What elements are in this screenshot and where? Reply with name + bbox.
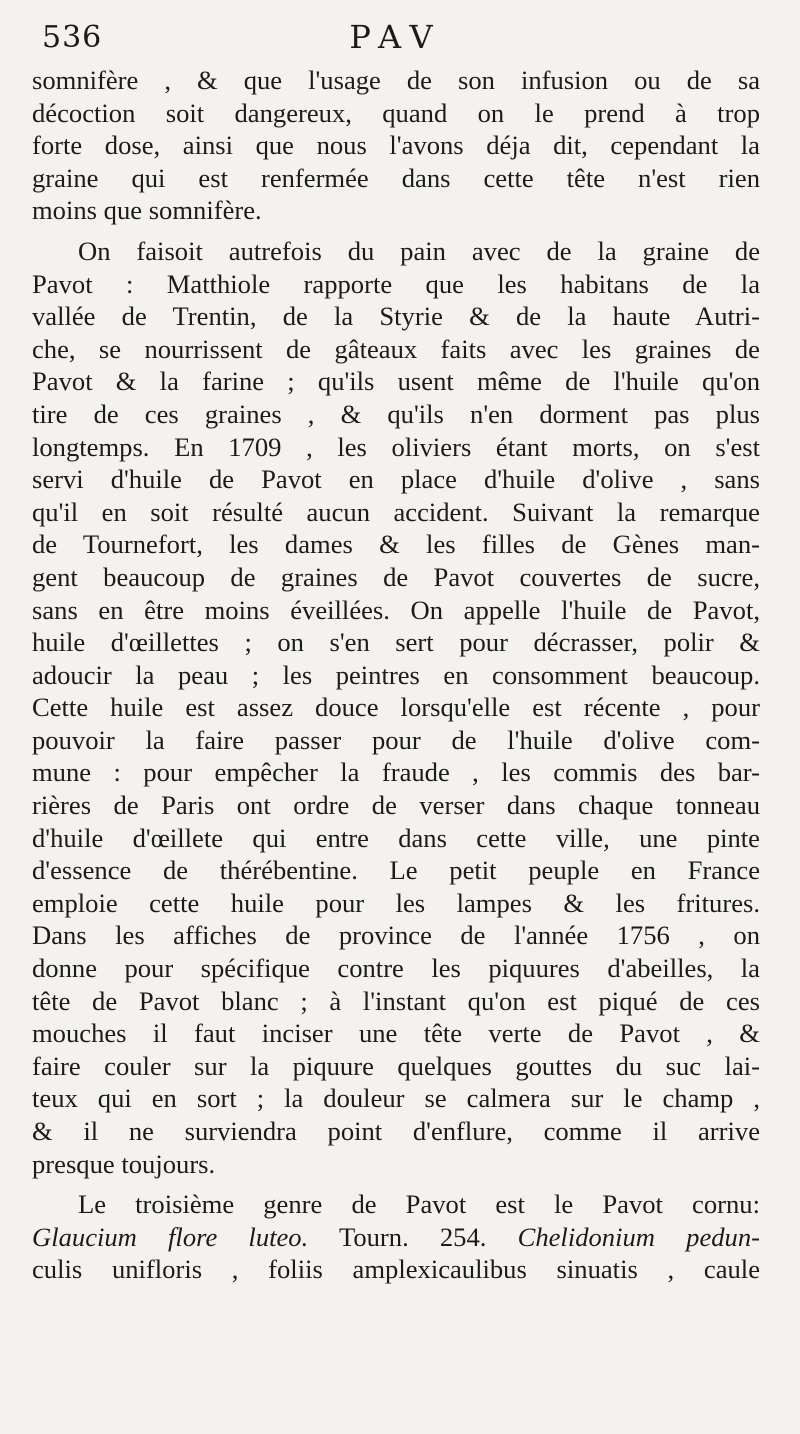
text-line: Le troisième genre de Pavot est le Pavot cornu: [78,1189,760,1220]
body-text [32,64,760,1286]
text-line: graine qui est renfermée dans cette tête n'est rien [32,162,760,193]
paragraph-1 [32,64,760,227]
running-title: PAV [349,18,443,56]
text-line: de Tournefort, les dames & les filles de Gènes man- [32,529,760,560]
text-line: mune : pour empêcher la fraude , les commis des bar- [32,757,760,788]
text-line: gent beaucoup de graines de Pavot couvertes de sucre, [32,561,760,592]
text-line: d'essence de thérébentine. Le petit peuple en France [32,855,760,886]
text-line: Pavot : Matthiole rapporte que les habitans de la [32,268,760,299]
text-line: tête de Pavot blanc ; à l'instant qu'on est piqué de ces [32,985,760,1016]
text-line: qu'il en soit résulté aucun accident. Suivant la remarque [32,496,760,527]
text-line: donne pour spécifique contre les piquures d'abeilles, la [32,953,760,984]
text-line: sans en être moins éveillées. On appelle l'huile de Pavot, [32,594,760,625]
text-line-mixed [32,1221,760,1254]
text-line: Dans les affiches de province de l'année 1756 , on [32,920,760,951]
citation: Tourn. 254. [338,1221,487,1252]
text-line: On faisoit autrefois du pain avec de la graine de [78,235,760,266]
text-line: & il ne surviendra point d'enflure, comme il arrive [32,1116,760,1146]
text-line: tire de ces graines , & qu'ils n'en dorment pas plus [32,398,760,429]
paragraph-3 [32,1188,760,1286]
text-line: emploie cette huile pour les lampes & les fritures. [32,887,760,918]
text-line: che, se nourrissent de gâteaux faits avec les graines de [32,333,760,364]
text-line: mouches il faut inciser une tête verte de Pavot , & [32,1018,760,1049]
text-line: Pavot & la farine ; qu'ils usent même de l'huile qu'on [32,366,760,397]
text-line: somnifère , & que l'usage de son infusion ou de sa [32,65,760,95]
text-line: teux qui en sort ; la douleur se calmera sur le champ , [32,1083,760,1114]
running-head [32,20,760,64]
text-line: adoucir la peau ; les peintres en consomment beaucoup. [32,659,760,690]
text-line-italic: culis unifloris , foliis amplexicaulibus sinuatis , caule [32,1254,760,1285]
text-line: faire couler sur la piquure quelques gouttes du suc lai- [32,1050,760,1081]
text-line: servi d'huile de Pavot en place d'huile d'olive , sans [32,464,760,495]
text-line: pouvoir la faire passer pour de l'huile d'olive com- [32,724,760,755]
latin-description: Chelidonium pedun- [517,1221,760,1252]
text-line: d'huile d'œillete qui entre dans cette ville, une pinte [32,822,760,853]
text-line: Cette huile est assez douce lorsqu'elle est récente , pour [32,692,760,723]
text-line: huile d'œillettes ; on s'en sert pour décrasser, polir & [32,627,760,658]
text-line: décoction soit dangereux, quand on le prend à trop [32,97,760,128]
text-line: vallée de Trentin, de la Styrie & de la haute Autri- [32,301,760,332]
text-line: moins que somnifère. [32,195,262,226]
text-line: longtemps. En 1709 , les oliviers étant morts, on s'est [32,431,760,462]
text-line: forte dose, ainsi que nous l'avons déja dit, cependant la [32,130,760,161]
text-line: rières de Paris ont ordre de verser dans chaque tonneau [32,790,760,821]
latin-name: Glaucium flore luteo. [32,1221,309,1252]
paragraph-2 [32,235,760,1180]
text-line: presque toujours. [32,1148,216,1179]
page-number: 536 [42,20,103,55]
